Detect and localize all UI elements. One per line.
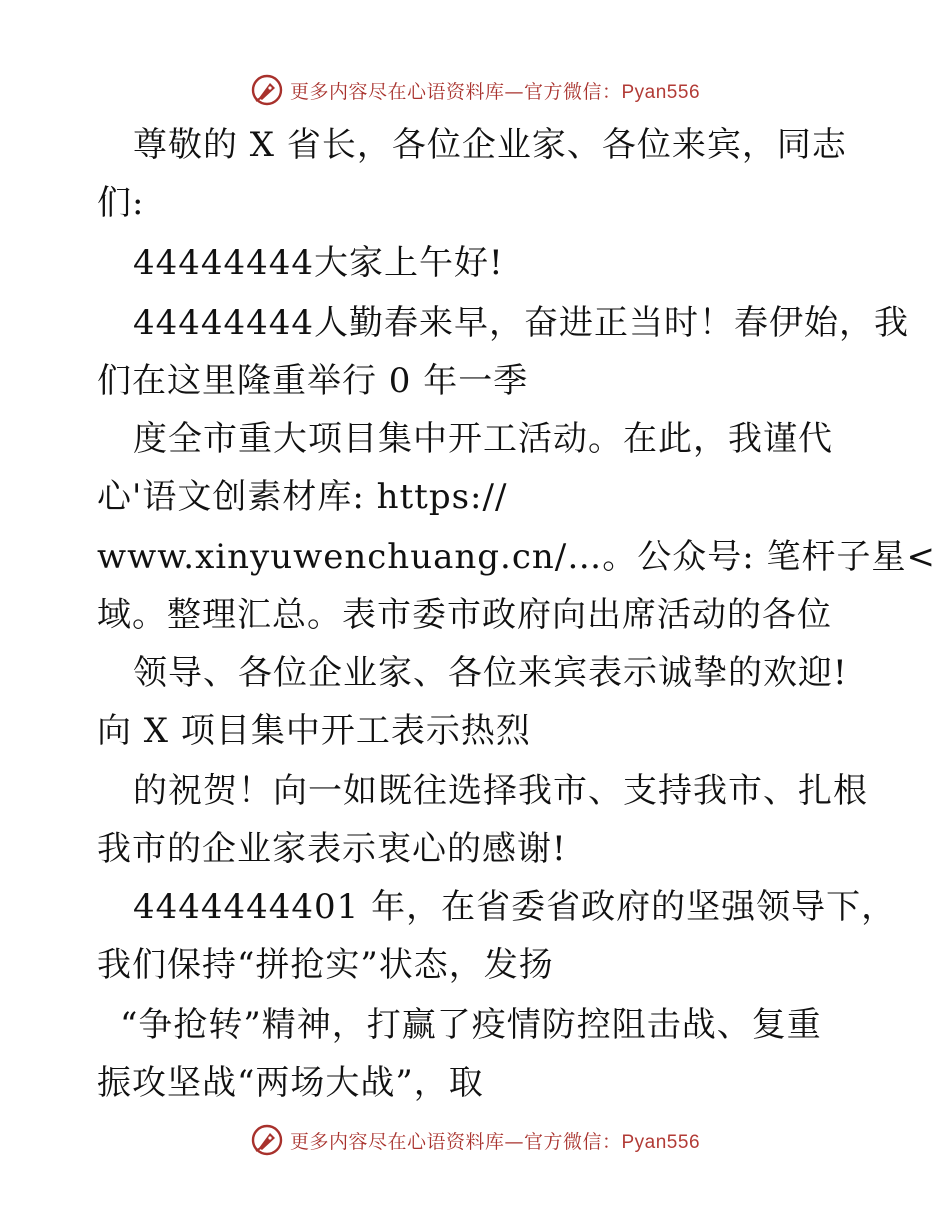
body-line: 域。整理汇总。表市委市政府向出席活动的各位 — [97, 595, 832, 635]
body-line: 向 X 项目集中开工表示热烈 — [97, 711, 531, 751]
body-line: 我们保持“拼抢实”状态，发扬 — [97, 945, 554, 985]
body-line: 们: — [97, 183, 145, 223]
pen-nib-icon — [250, 1123, 284, 1157]
footer-watermark — [0, 1120, 950, 1160]
body-line: 我市的企业家表示衷心的感谢! — [97, 829, 567, 869]
body-line: 44444444大家上午好! — [133, 243, 504, 283]
body-line: 度全市重大项目集中开工活动。在此，我谨代 — [133, 419, 833, 459]
body-line: 的祝贺！向一如既往选择我市、支持我市、扎根 — [133, 771, 868, 811]
body-line: 44444444人勤春来早，奋进正当时！春伊始，我 — [133, 303, 910, 343]
body-line: 领导、各位企业家、各位来宾表示诚挚的欢迎! — [133, 653, 848, 693]
body-line: 4444444401 年，在省委省政府的坚强领导下， — [133, 887, 897, 927]
body-line: 尊敬的 X 省长，各位企业家、各位来宾，同志 — [133, 125, 847, 165]
header-watermark-handle: Pyan556 — [621, 81, 701, 103]
body-line: “争抢转”精神，打赢了疫情防控阻击战、复重 — [120, 1005, 822, 1045]
pen-nib-icon — [250, 73, 284, 107]
body-line: 振攻坚战“两场大战”，取 — [97, 1063, 484, 1103]
footer-watermark-text: 更多内容尽在心语资料库—官方微信：Pyan556 — [289, 1130, 701, 1153]
header-watermark — [0, 70, 950, 110]
body-line: 们在这里隆重举行 0 年一季 — [97, 361, 529, 401]
body-line: 心'语文创素材库: https:// — [97, 477, 508, 517]
body-line: www.xinyuwenchuang.cn/…。公众号: 笔杆子星< — [97, 537, 936, 577]
footer-watermark-handle: Pyan556 — [621, 1131, 701, 1153]
header-watermark-text: 更多内容尽在心语资料库—官方微信：Pyan556 — [289, 80, 701, 103]
